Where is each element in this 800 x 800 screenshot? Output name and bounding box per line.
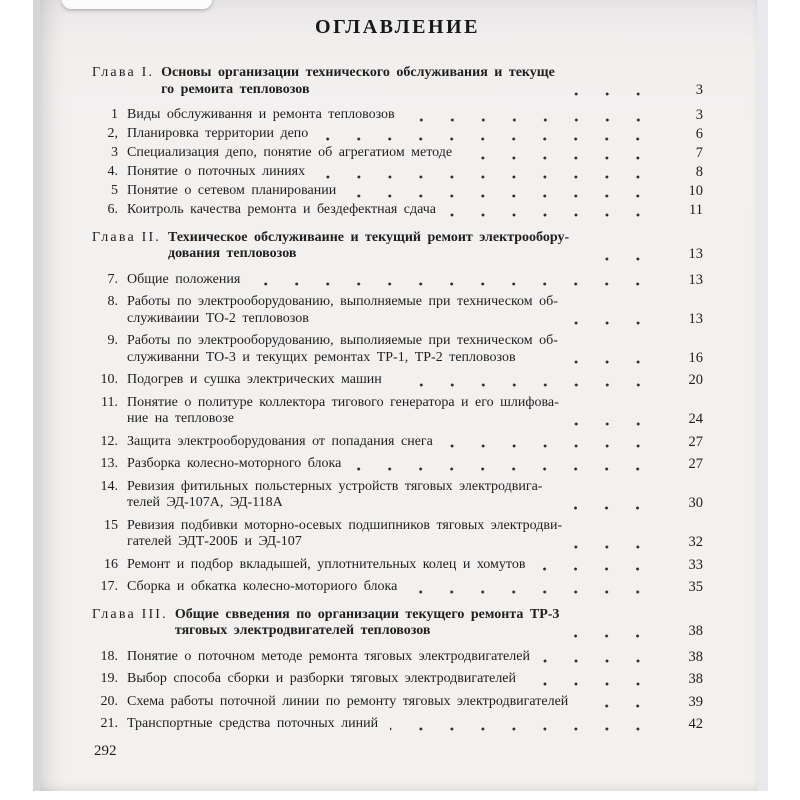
dot-leader <box>409 590 667 594</box>
folio-page-number: 292 <box>94 742 117 759</box>
dot-leader <box>571 422 667 426</box>
toc-entry <box>92 479 703 512</box>
dot-leader <box>570 360 667 364</box>
toc-entry <box>92 579 703 596</box>
entry-title-line1: Схема работы поточной линии по ремонту тяговых электродвигателей <box>127 693 569 709</box>
toc-entry <box>92 372 703 389</box>
entry-number: 21. <box>100 716 118 731</box>
dot-leader <box>407 118 667 122</box>
entry-number: 20. <box>100 693 118 709</box>
entry-number: 8. <box>107 294 118 309</box>
entry-title <box>127 579 397 596</box>
toc-entry <box>92 671 703 688</box>
entry-number: 12. <box>100 433 118 449</box>
entry-title <box>127 164 305 181</box>
toc-entry <box>92 649 703 666</box>
chapter-label: Глава III. <box>92 606 168 622</box>
entry-title <box>127 333 558 366</box>
toc-entry <box>92 272 703 289</box>
chapter-title <box>175 607 560 640</box>
entry-title-line2: служиваиии ТО-2 тепловозов <box>127 310 309 326</box>
entry-title-line1: Работы по электрооборудованию, выполияемые при техническом об- <box>127 333 558 348</box>
entry-title-line1: Понятие о политуре коллектора тигового генератора и его шлифова- <box>127 394 559 410</box>
toc-entry <box>92 333 703 366</box>
dot-leader <box>445 444 667 448</box>
toc-entry <box>92 434 703 451</box>
chapter-title-line1: Общие свведения по организации текущего ремонта ТР-3 <box>174 606 560 622</box>
entry-title <box>127 649 530 666</box>
entry-page-number: 38 <box>688 648 703 665</box>
entry-title-line1: Выбор способа сборки и разборки тяговых электродвигателей <box>127 671 517 686</box>
chapter-label: Глава II. <box>92 229 162 245</box>
toc-entry <box>92 202 703 219</box>
entry-number: 15 <box>104 517 118 533</box>
entry-page-number: 10 <box>688 183 703 199</box>
entry-title-line1: Виды обслуживання и ремонта тепловозов <box>127 107 395 122</box>
dot-leader <box>542 659 667 663</box>
entry-title-line1: Защита электрооборудования от попадания снега <box>127 433 433 449</box>
entry-title <box>127 372 382 389</box>
entry-number: 1 <box>111 107 118 122</box>
entry-title <box>127 557 525 574</box>
chapter-page-number: 13 <box>688 246 703 262</box>
entry-title <box>127 272 240 289</box>
toc-chapter-row <box>92 230 703 263</box>
entry-number: 7. <box>107 271 118 287</box>
entry-title-line2: ние на тепловозе <box>127 411 234 426</box>
entry-title-line2: телей ЭД-107А, ЭД-118А <box>127 495 283 510</box>
entry-title-line1: Общие положения <box>127 271 241 287</box>
entry-title-line1: Специализация депо, понятие об агрегатиом методе <box>127 145 453 160</box>
entry-page-number: 27 <box>688 456 703 472</box>
entry-title-line2: гателей ЭДТ-200Б и ЭД-107 <box>127 534 302 549</box>
dot-leader <box>252 282 667 286</box>
entry-title-line1: Разборка колесно-моторного блока <box>127 456 342 471</box>
entry-title-line1: Транспортные средства поточных линий <box>127 716 379 731</box>
entry-title <box>127 716 378 733</box>
entry-page-number: 42 <box>688 716 703 732</box>
entry-title <box>127 456 341 473</box>
entry-number: 3 <box>111 145 118 160</box>
entry-title <box>127 671 516 688</box>
entry-page-number: 6 <box>695 126 703 142</box>
entry-page-number: 32 <box>688 534 703 550</box>
chapter-title-line2: тяговых электродвигателей тепловозов <box>174 623 431 638</box>
entry-number: 17. <box>100 579 118 594</box>
entry-page-number: 27 <box>688 433 703 450</box>
entry-number: 13. <box>100 456 118 471</box>
toc-entry <box>92 694 703 711</box>
entry-page-number: 30 <box>688 495 703 511</box>
toc-entry <box>92 716 703 733</box>
table-of-contents <box>92 65 703 733</box>
dot-leader <box>353 467 667 471</box>
chapter-title-line1: Основы организации технического обслуживания и текуще <box>161 65 555 80</box>
entry-title-line2: служиванни ТО-3 и текущих ремонтах ТР-1, ТР-2 тепловозов <box>127 349 516 365</box>
toc-section-1 <box>92 65 703 219</box>
toc-entry <box>92 164 703 181</box>
entry-number: 2, <box>107 126 118 141</box>
dot-leader <box>464 156 667 160</box>
dot-leader <box>580 704 667 708</box>
entry-page-number: 13 <box>688 271 703 288</box>
chapter-label: Глава I. <box>92 65 155 80</box>
toc-entry <box>92 145 703 162</box>
chapter-page-number: 3 <box>695 81 703 98</box>
entry-number: 6. <box>107 202 118 217</box>
entry-title-line1: Подогрев и сушка электрических машин <box>127 372 382 387</box>
entry-title <box>127 183 336 200</box>
entry-title-line1: Понятие о сетевом планировании <box>127 183 337 198</box>
entry-page-number: 7 <box>695 145 703 161</box>
entry-number: 4. <box>107 164 118 179</box>
entry-page-number: 24 <box>688 411 703 427</box>
entry-number: 14. <box>100 478 118 494</box>
entry-page-number: 16 <box>688 349 703 366</box>
entry-title-line1: Планировка территории депо <box>127 126 309 141</box>
entry-title <box>127 145 452 162</box>
toc-section-2 <box>92 230 703 596</box>
entry-title-line1: Ревизия подбивки моторно-осевых подшипников тяговых электродви- <box>127 517 563 533</box>
entry-page-number: 3 <box>695 107 703 123</box>
entry-number: 10. <box>100 372 118 387</box>
toc-entry <box>92 395 703 428</box>
page-content <box>92 0 703 760</box>
toc-entry <box>92 294 703 327</box>
dot-leader <box>571 634 667 638</box>
entry-page-number: 8 <box>695 164 703 180</box>
chapter-title-line2: дования тепловозов <box>168 246 297 261</box>
entry-title-line1: Коитроль качества ремонта и бездефектная сдача <box>127 202 437 217</box>
entry-page-number: 33 <box>688 556 703 573</box>
entry-title <box>127 202 436 219</box>
dot-leader <box>537 567 667 571</box>
toc-chapter-row <box>92 607 703 640</box>
entry-page-number: 35 <box>688 579 703 595</box>
entry-number: 11. <box>101 394 118 410</box>
page-title: ОГЛАВЛЕНИЕ <box>315 16 480 38</box>
entry-title <box>127 126 308 143</box>
page-right-edge <box>757 0 768 791</box>
chapter-title <box>168 230 569 263</box>
toc-entry <box>92 183 703 200</box>
chapter-title-line2: го ремоита тепловозов <box>161 81 310 97</box>
entry-page-number: 38 <box>688 671 703 687</box>
entry-number: 16 <box>104 556 118 572</box>
toc-entry <box>92 557 703 574</box>
entry-title <box>127 479 542 512</box>
entry-page-number: 39 <box>688 693 703 710</box>
dot-leader <box>394 383 667 387</box>
entry-title-line1: Понятие о поточном методе ремонта тяговых электродвигателей <box>127 648 530 664</box>
dot-leader <box>528 682 667 686</box>
entry-page-number: 13 <box>688 310 703 327</box>
entry-title-line1: Работы по электрооборудованию, выполняемые при техническом об- <box>127 294 558 309</box>
dot-leader <box>348 194 667 198</box>
entry-page-number: 20 <box>688 372 703 388</box>
entry-title-line1: Понятие о поточных линиях <box>127 164 306 179</box>
toc-section-3 <box>92 607 703 733</box>
dot-leader <box>574 545 667 549</box>
entry-title <box>127 434 433 451</box>
entry-number: 9. <box>107 333 118 348</box>
scanned-page <box>40 0 757 791</box>
toc-entry <box>92 126 703 143</box>
dot-leader <box>317 175 667 179</box>
dot-leader <box>581 257 667 261</box>
toc-entry <box>92 518 703 551</box>
chapter-page-number: 38 <box>688 623 703 639</box>
chapter-title <box>161 65 555 98</box>
dot-leader <box>320 137 667 141</box>
entry-title <box>127 518 562 551</box>
toc-chapter-row <box>92 65 703 98</box>
entry-title-line1: Ревизия фитильных польстерных устройств тяговых электродвига- <box>127 478 543 494</box>
entry-number: 18. <box>100 648 118 664</box>
dot-leader <box>390 727 667 731</box>
entry-title <box>127 694 568 711</box>
dot-leader <box>448 213 667 217</box>
entry-title <box>127 107 395 124</box>
toc-entry <box>92 456 703 473</box>
entry-title <box>127 395 559 428</box>
entry-page-number: 11 <box>689 202 703 218</box>
entry-title <box>127 294 558 327</box>
book-gutter-edge <box>33 0 40 791</box>
dot-leader <box>554 506 667 510</box>
entry-number: 5 <box>111 183 118 198</box>
dot-leader <box>567 92 667 96</box>
toc-entry <box>92 107 703 124</box>
entry-title-line1: Ремонт и подбор вкладышей, уплотнительных колец и хомутов <box>127 556 526 572</box>
entry-number: 19. <box>100 671 118 686</box>
entry-title-line1: Сборка и обкатка колесно-моториого блока <box>127 579 398 594</box>
chapter-title-line1: Техиическое обслуживаине и текущий ремоит электрообору- <box>168 229 570 245</box>
dot-leader <box>570 321 667 325</box>
